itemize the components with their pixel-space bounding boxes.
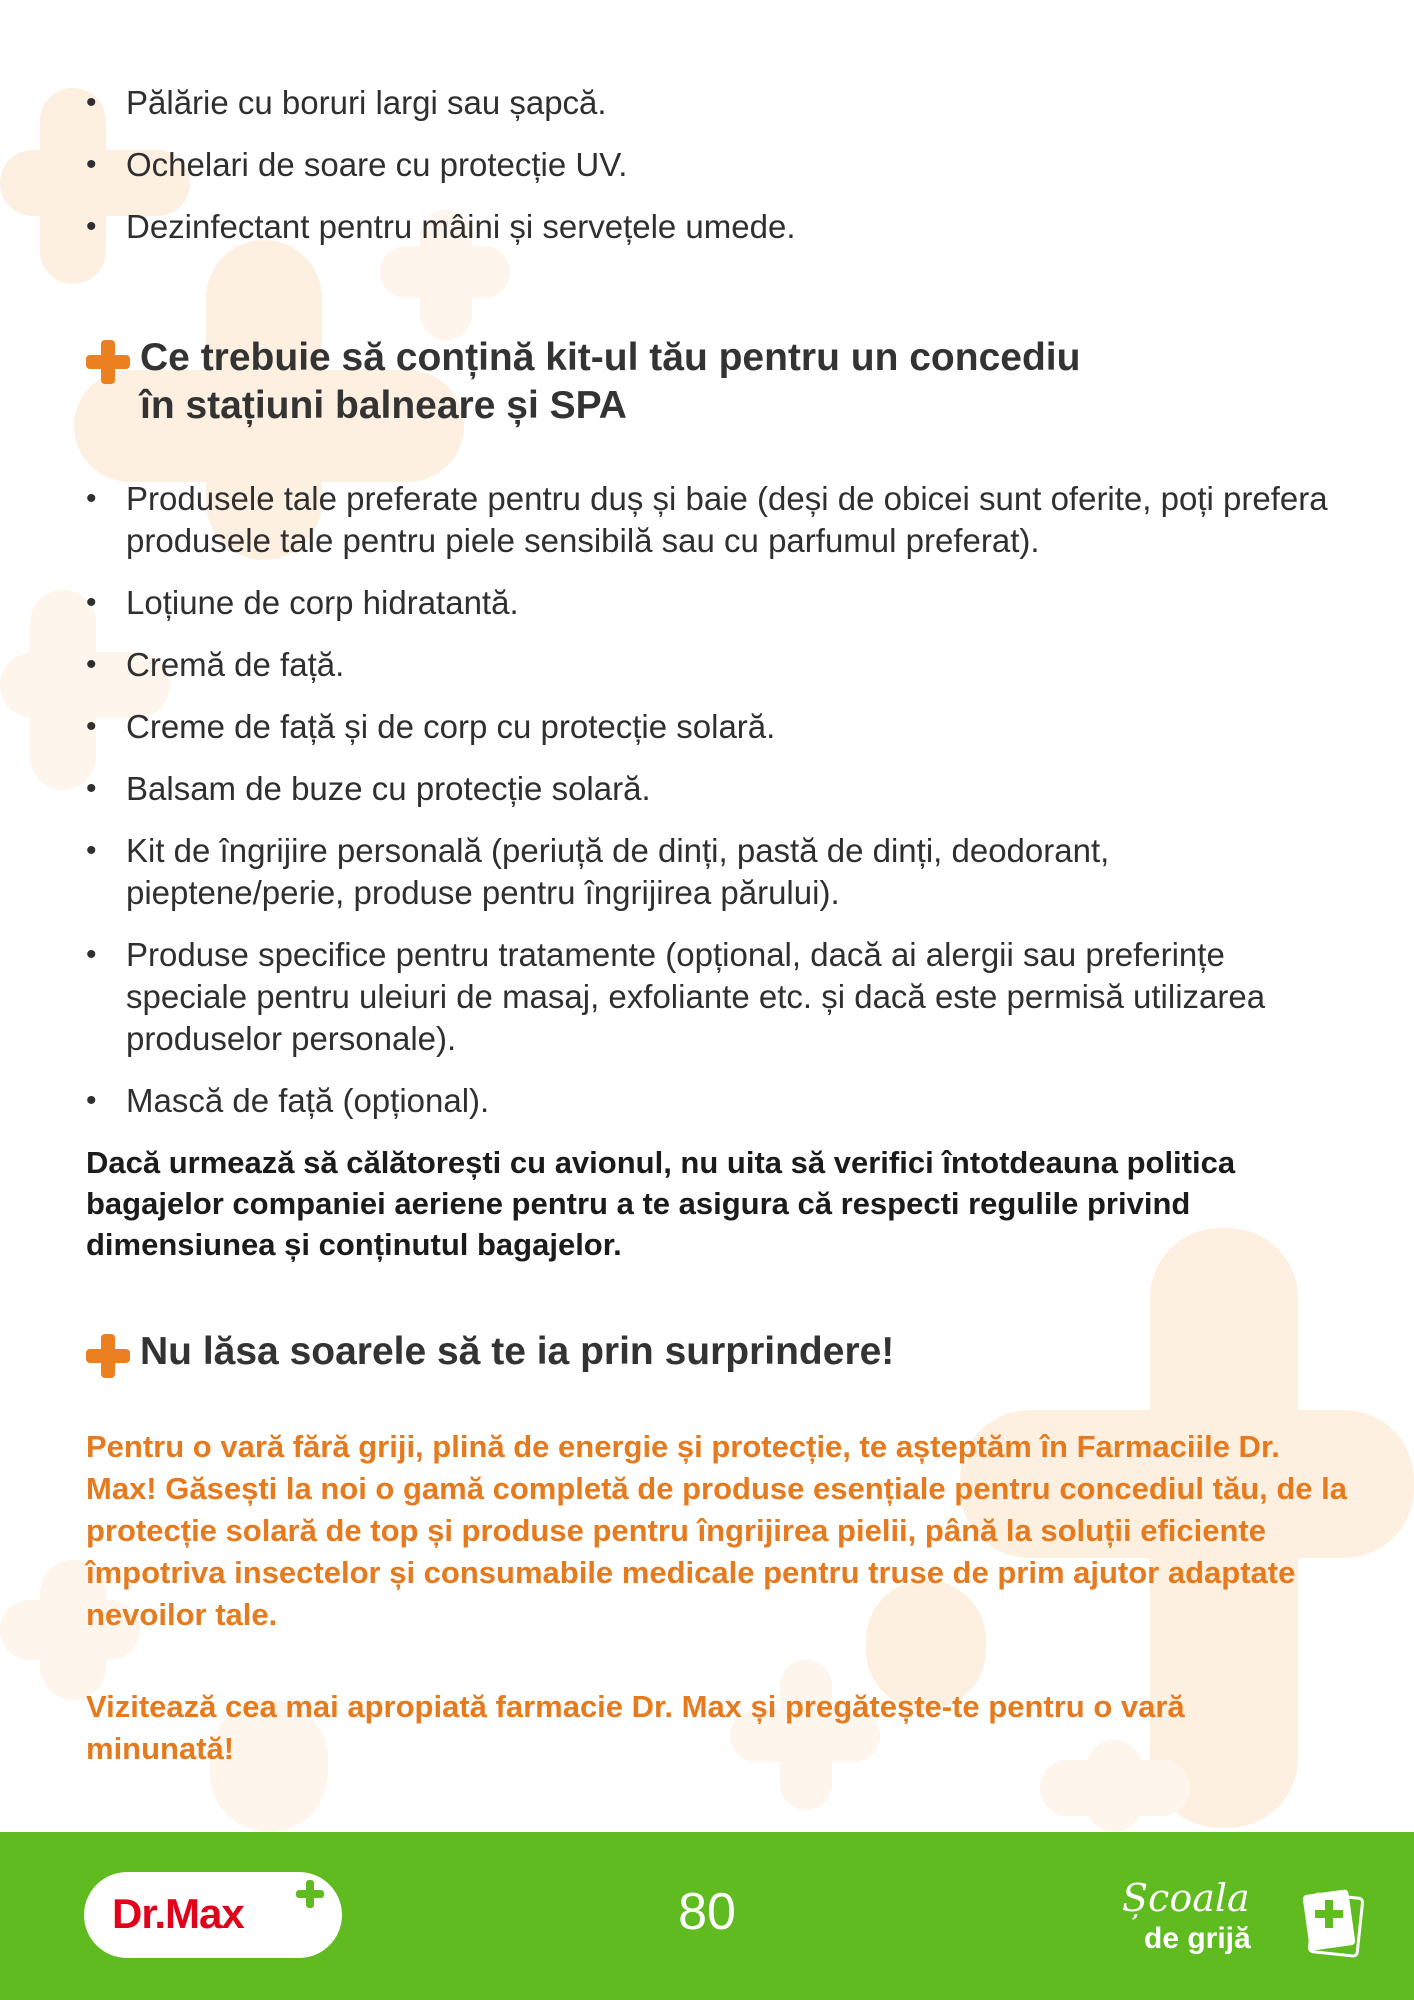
airline-baggage-note: Dacă urmează să călătorești cu avionul, nu uita să verifici întotdeauna politica bagajelor companiei aeriene pentru a te asigura că respecti regulile privind dimensiunea și conținutul bagajelor.: [86, 1145, 1236, 1262]
bullet-icon: •: [86, 834, 97, 867]
list-item: • Cremă de față.: [86, 644, 1336, 686]
page-number: 80: [678, 1883, 736, 1941]
bullet-icon: •: [86, 482, 97, 515]
list-item: • Kit de îngrijire personală (periuță de dinți, pastă de dinți, deodorant, pieptene/perie, produse pentru îngrijirea părului).: [86, 832, 1110, 911]
page-footer: [0, 1832, 1414, 2000]
list-item: • Loțiune de corp hidratantă.: [86, 582, 1336, 624]
decor-cross-shape: [380, 246, 510, 298]
bullet-icon: •: [86, 938, 97, 971]
bullet-icon: •: [86, 1084, 97, 1117]
list-item: • Pălărie cu boruri largi sau șapcă.: [86, 82, 1336, 124]
list-item: • Balsam de buze cu protecție solară.: [86, 768, 1336, 810]
plus-icon: [86, 340, 130, 384]
list-item: • Dezinfectant pentru mâini și servețele umede.: [86, 206, 1336, 248]
list-item: • Mască de față (opțional).: [86, 1080, 1336, 1122]
plus-icon: [86, 1334, 130, 1378]
drmax-logo: Dr.Max: [84, 1872, 342, 1958]
list-item: • Produse specifice pentru tratamente (opțional, dacă ai alergii sau preferințe speciale pentru uleiuri de masaj, exfoliante etc. și dacă este permisă utilizarea produselor personale).: [86, 936, 1266, 1057]
list-item: • Ochelari de soare cu protecție UV.: [86, 144, 1336, 186]
notebook-plus-icon: [1298, 1882, 1372, 1968]
bullet-icon: •: [86, 586, 97, 619]
list-item: • Produsele tale preferate pentru duș și baie (deși de obicei sunt oferite, poți prefera produsele tale pentru piele sensibilă sau cu parfumul preferat).: [86, 480, 1328, 559]
scoala-de-grija-logo: Școala de grijă: [1118, 1876, 1378, 1976]
bullet-icon: •: [86, 772, 97, 805]
section-heading-sun: Nu lăsa soarele să te ia prin surprindere!: [86, 1328, 894, 1376]
bullet-icon: •: [86, 210, 97, 243]
bullet-icon: •: [86, 710, 97, 743]
bullet-icon: •: [86, 648, 97, 681]
bullet-icon: •: [86, 148, 97, 181]
logo-plus-icon: [296, 1880, 324, 1908]
bullet-icon: •: [86, 86, 97, 119]
list-item: • Creme de față și de corp cu protecție solară.: [86, 706, 1336, 748]
promo-paragraph: Pentru o vară fără griji, plină de energie și protecție, te așteptăm în Farmaciile Dr. Max! Găsești la noi o gamă completă de produse esențiale pentru concediul tău, de la protecție solară de top și produse pentru îngrijirea pielii, până la soluții eficiente împotriva insectelor și consumabile medicale pentru truse de prim ajutor adaptate nevoilor tale.: [86, 1429, 1347, 1632]
section-heading-spa: Ce trebuie să conțină kit-ul tău pentru un concediu în stațiuni balneare și SPA: [86, 334, 1080, 430]
promo-call-to-action: Vizitează cea mai apropiată farmacie Dr. Max și pregătește-te pentru o vară minunată!: [86, 1689, 1185, 1766]
